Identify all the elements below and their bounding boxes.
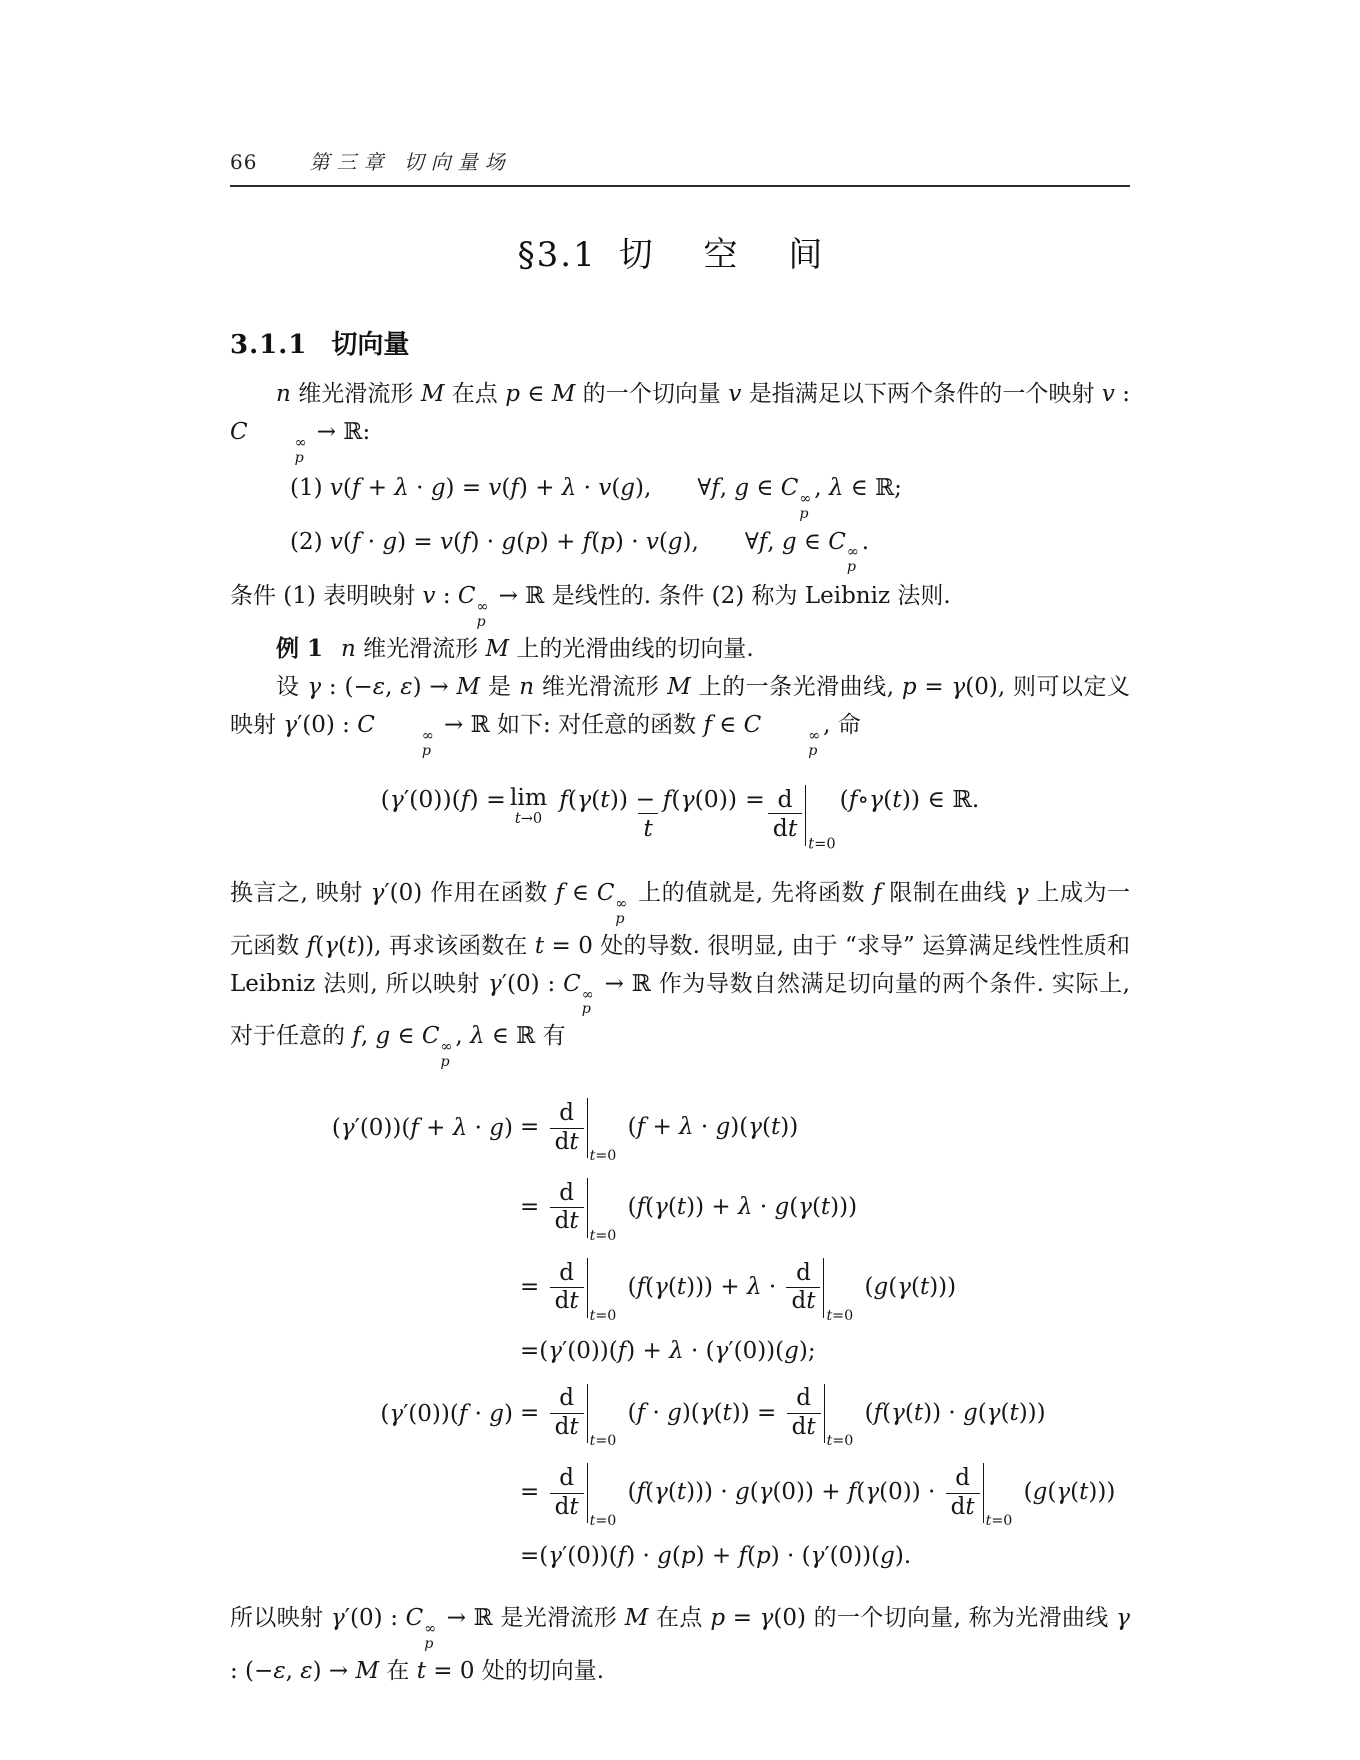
subsection-heading — [230, 324, 1130, 361]
equation-rhs: = $\frac{d}{dt}$ t=0 (f + λ · g)(γ(t)) — [520, 1100, 799, 1165]
equation-rhs: = $\frac{d}{dt}$ t=0 (f · g)(γ(t)) = $\frac{d}{dt}$ t=0 (f(γ(t)) · g(γ(t))) — [520, 1385, 1046, 1450]
equation-lhs: (γ′(0))(f + λ · g) — [331, 1115, 513, 1142]
paragraph-setup: 设 γ : (−ε, ε) → M 是 n 维光滑流形 M 上的一条光滑曲线, p = γ(0), 则可以定义映射 γ′(0) : C ∞ p → ℝ 如下: 对任意的函数 f ∈ C ∞ p , 命 — [230, 674, 1131, 759]
page-header — [230, 146, 1130, 175]
equation-rhs: =(γ′(0))(f) · g(p) + f(p) · (γ′(0))(g). — [520, 1543, 912, 1570]
chapter-title: 第三章 切向量场 — [309, 150, 512, 174]
condition-line: (2) v(f · g) = v(f) · g(p) + f(p) · v(g), ∀f, g ∈ C ∞ p . — [290, 528, 870, 576]
display-equation: ( γ ′(0))( f ) = lim t→0 $\frac{f(\gamma(t)) - f(\gamma(0))}{t}$ = $\frac{d}{dt}$ t=0 ( f ∘ γ ( t )) ∈ ℝ. — [380, 782, 980, 853]
example-text: n 维光滑流形 M 上的光滑曲线的切向量. — [341, 636, 754, 663]
page-number: 66 — [230, 150, 258, 174]
conditions-list — [230, 468, 1130, 576]
paragraph-intro: n 维光滑流形 M 在点 p ∈ M 的一个切向量 v 是指满足以下两个条件的一个映射 v : C ∞ p → ℝ: — [230, 381, 1131, 466]
section-title: 切 空 间 — [618, 235, 843, 275]
derivation-block — [296, 1098, 1130, 1569]
subsection-title: 切向量 — [331, 330, 410, 360]
paragraph-explanation: 换言之, 映射 γ′(0) 作用在函数 f ∈ C ∞ p 上的值就是, 先将函数 f 限制在曲线 γ 上成为一元函数 f(γ(t)), 再求该函数在 t = 0 处的导数. 很明显, 由于 “求导” 运算满足线性性质和 Leibniz 法则, 所以映射 γ′(0) : C ∞ p → ℝ 作为导数自然满足切向量的两个条件. 实际上, 对于任意的 f, g ∈ C ∞ p , λ ∈ ℝ 有 — [230, 879, 1131, 1071]
textbook-page — [230, 0, 1130, 1690]
equation-rhs: = $\frac{d}{dt}$ t=0 (f(γ(t))) + λ · $\frac{d}{dt}$ t=0 (g(γ(t))) — [520, 1259, 957, 1324]
equation-rhs: =(γ′(0))(f) + λ · (γ′(0))(g); — [520, 1337, 816, 1364]
example-paragraph — [230, 630, 1130, 668]
paragraph-conclusion: 所以映射 γ′(0) : C ∞ p → ℝ 是光滑流形 M 在点 p = γ(0) 的一个切向量, 称为光滑曲线 γ : (−ε, ε) → M 在 t = 0 处的切向量. — [230, 1605, 1131, 1684]
equation-rhs: = $\frac{d}{dt}$ t=0 (f(γ(t))) · g(γ(0)) + f(γ(0)) · $\frac{d}{dt}$ t=0 (g(γ(t))) — [520, 1465, 1116, 1530]
example-label: 例 1 — [276, 635, 324, 663]
equation-lhs: (γ′(0))(f · g) — [380, 1400, 513, 1427]
condition-line: (1) v(f + λ · g) = v(f) + λ · v(g), ∀f, g ∈ C ∞ p , λ ∈ ℝ; — [290, 474, 902, 522]
header-rule — [230, 185, 1130, 187]
paragraph-remark: 条件 (1) 表明映射 v : C ∞ p → ℝ 是线性的. 条件 (2) 称为 Leibniz 法则. — [230, 583, 951, 631]
subsection-number: 3.1.1 — [230, 330, 308, 360]
section-heading — [230, 227, 1130, 276]
equation-rhs: = $\frac{d}{dt}$ t=0 (f(γ(t)) + λ · g(γ(t))) — [520, 1179, 858, 1244]
section-mark: §3.1 — [517, 235, 597, 275]
